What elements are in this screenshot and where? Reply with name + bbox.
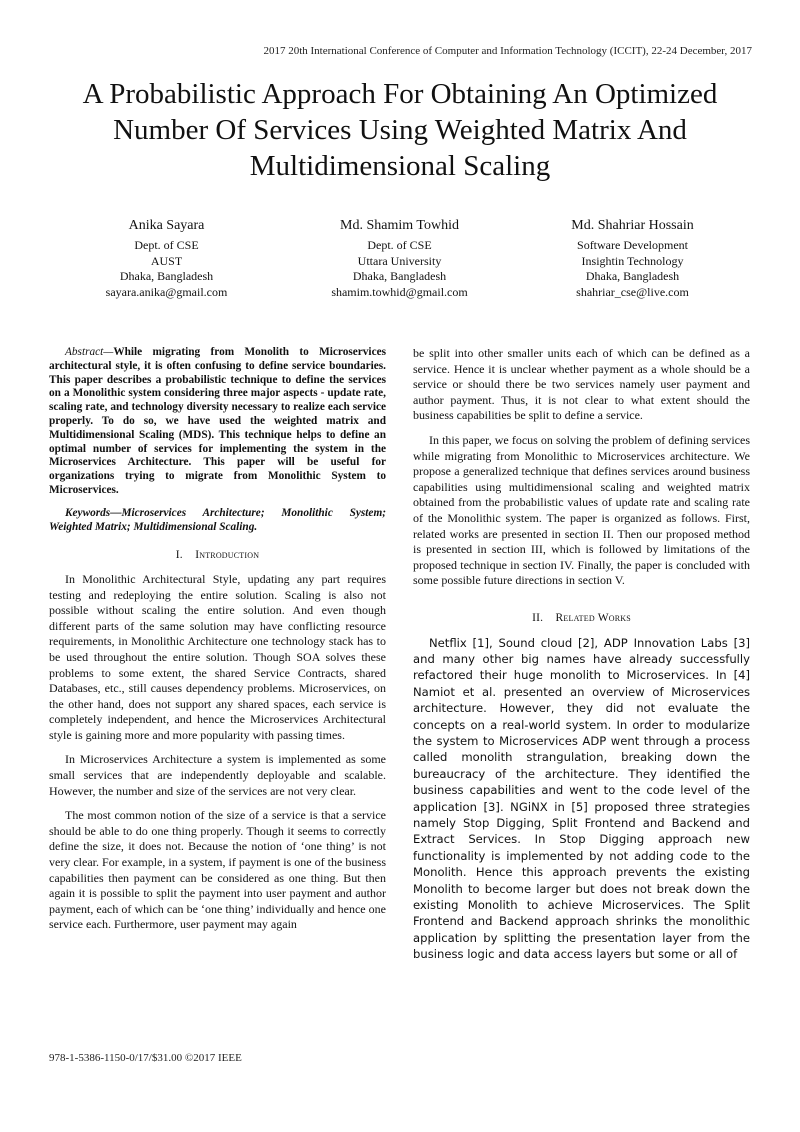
author-email: shamim.towhid@gmail.com [331, 284, 468, 299]
author-1 [50, 216, 283, 300]
author-location: Dhaka, Bangladesh [119, 269, 214, 283]
author-dept: Dept. of CSE [367, 238, 432, 252]
left-column [49, 346, 386, 942]
author-dept: Software Development [577, 238, 688, 252]
paragraph: In this paper, we focus on solving the problem of defining services while migrating from Monolithic to Microservices architecture. We propose a generalized technique that defines services around business capabilities using multidimensional scaling and weighted matrix obtained from the probabilistic values of update rate and scaling rate of the Monolithic system. The paper is organized as follows. First, related works are presented in section II. Then our proposed method is presented in section III, which is followed by limitations of the proposed technique in section IV. Finally, the paper is concluded with some possible future directions in section V. [413, 432, 750, 588]
paper-title: A Probabilistic Approach For Obtaining An Optimized Number Of Services Using Weighted Matrix And Multidimensional Scaling [82, 78, 718, 182]
copyright-footer: 978-1-5386-1150-0/17/$31.00 ©2017 IEEE [49, 1052, 242, 1064]
author-location: Dhaka, Bangladesh [585, 269, 680, 283]
author-name: Md. Shahriar Hossain [571, 218, 694, 233]
author-name: Md. Shamim Towhid [340, 218, 459, 233]
author-org: Insightin Technology [581, 253, 684, 268]
paragraph: Netflix [1], Sound cloud [2], ADP Innovation Labs [3] and many other big names have already successfully refactored their huge monolith to Microservices. In [4] Namiot et al. presented an overview of Microservices architecture. However, they did not evaluate the concepts on a real-world system. In order to modularize the system to Microservices ADP went through a process called monolith strangulation, breaking down the bureaucracy of the architecture. They identified the business capabilities and went to the code level of the application [3]. NGiNX in [5] proposed three strategies namely Stop Digging, Split Frontend and Backend and Extract Services. In Stop Digging approach new functionality is implemented by not adding code to the Monolith. Hence this approach prevents the existing Monolith to become larger but does not break down the existing Monolith to achieve Microservices. The Split Frontend and Backend approach shrinks the monolithic application by splitting the presentation layer from the business logic and data access layers but some or all of [413, 635, 750, 962]
paragraph: be split into other smaller units each of which can be defined as a service. Hence it is unclear whether payment as a whole should be a service or should there be two services namely user payment and author payment. Thus, it is not clear to what extent should the business capabilities be split to define a service. [413, 346, 750, 423]
section-heading-related-works: II. Related Works [532, 611, 631, 624]
author-org: AUST [150, 253, 183, 268]
paragraph: In Monolithic Architectural Style, updating any part requires testing and redeploying the entire solution. Scaling is also not possible without scaling the entire solution. And even though different parts of the same solution may have conflicting resource requirements, in Monolithic Architecture one technology stack has to be used throughout the entire solution. Though SOA solves these problems to some extent, the shared Service Contracts, shared Databases, etc., still causes dependency problems. Microservices, on the other hand, does not support any shared spaces, each service is completely independent, and hence the Microservices Architectural style is gaining more and more popularity with passing times. [49, 571, 386, 742]
author-name: Anika Sayara [128, 218, 205, 233]
author-dept: Dept. of CSE [134, 238, 199, 252]
section-heading-introduction: I. Introduction [175, 549, 260, 562]
paragraph: In Microservices Architecture a system is implemented as some small services that are independently deployable and scalable. However, the number and size of the services are not very clear. [49, 752, 386, 798]
paragraph: The most common notion of the size of a service is that a service should be able to do one thing properly. Though it seems to correctly define the size, it does not. Because the notion of ‘one thing’ is not very clear. For example, in a system, if payment is one of the business capabilities then payment can be considered as one thing. But then again it is possible to split the payment into user payment and author payment, each of which can be ‘one thing’ individually and hence one service each. Furthermore, user payment may again [49, 808, 386, 932]
author-2 [283, 216, 516, 300]
abstract-text: While migrating from Monolith to Microservices architectural style, it is often confusing to define service boundaries. This paper describes a probabilistic technique to define the services on a Monolithic system considering three major aspects - update rate, scaling rate, and technology diversity necessary to realize each service properly. To do so, we have used the weighted matrix and Multidimensional Scaling (MDS). This technique helps to define an optimal number of services for implementing the system in the Microservices Architecture. This paper will be useful for organizations trying to migrate from Monolithic System to Microservices. [49, 346, 386, 496]
keywords: Keywords—Microservices Architecture; Monolithic System; Weighted Matrix; Multidimensional Scaling. [49, 506, 386, 533]
author-email: shahriar_cse@live.com [576, 284, 689, 299]
author-email: sayara.anika@gmail.com [105, 284, 228, 299]
author-3 [516, 216, 749, 300]
right-column [413, 346, 750, 972]
conference-header: 2017 20th International Conference of Computer and Information Technology (ICCIT), 22-24 December, 2017 [263, 45, 752, 57]
author-block [50, 216, 750, 300]
author-location: Dhaka, Bangladesh [352, 269, 447, 283]
author-org: Uttara University [357, 253, 442, 268]
abstract [49, 346, 386, 498]
abstract-label: Abstract— [65, 346, 114, 358]
